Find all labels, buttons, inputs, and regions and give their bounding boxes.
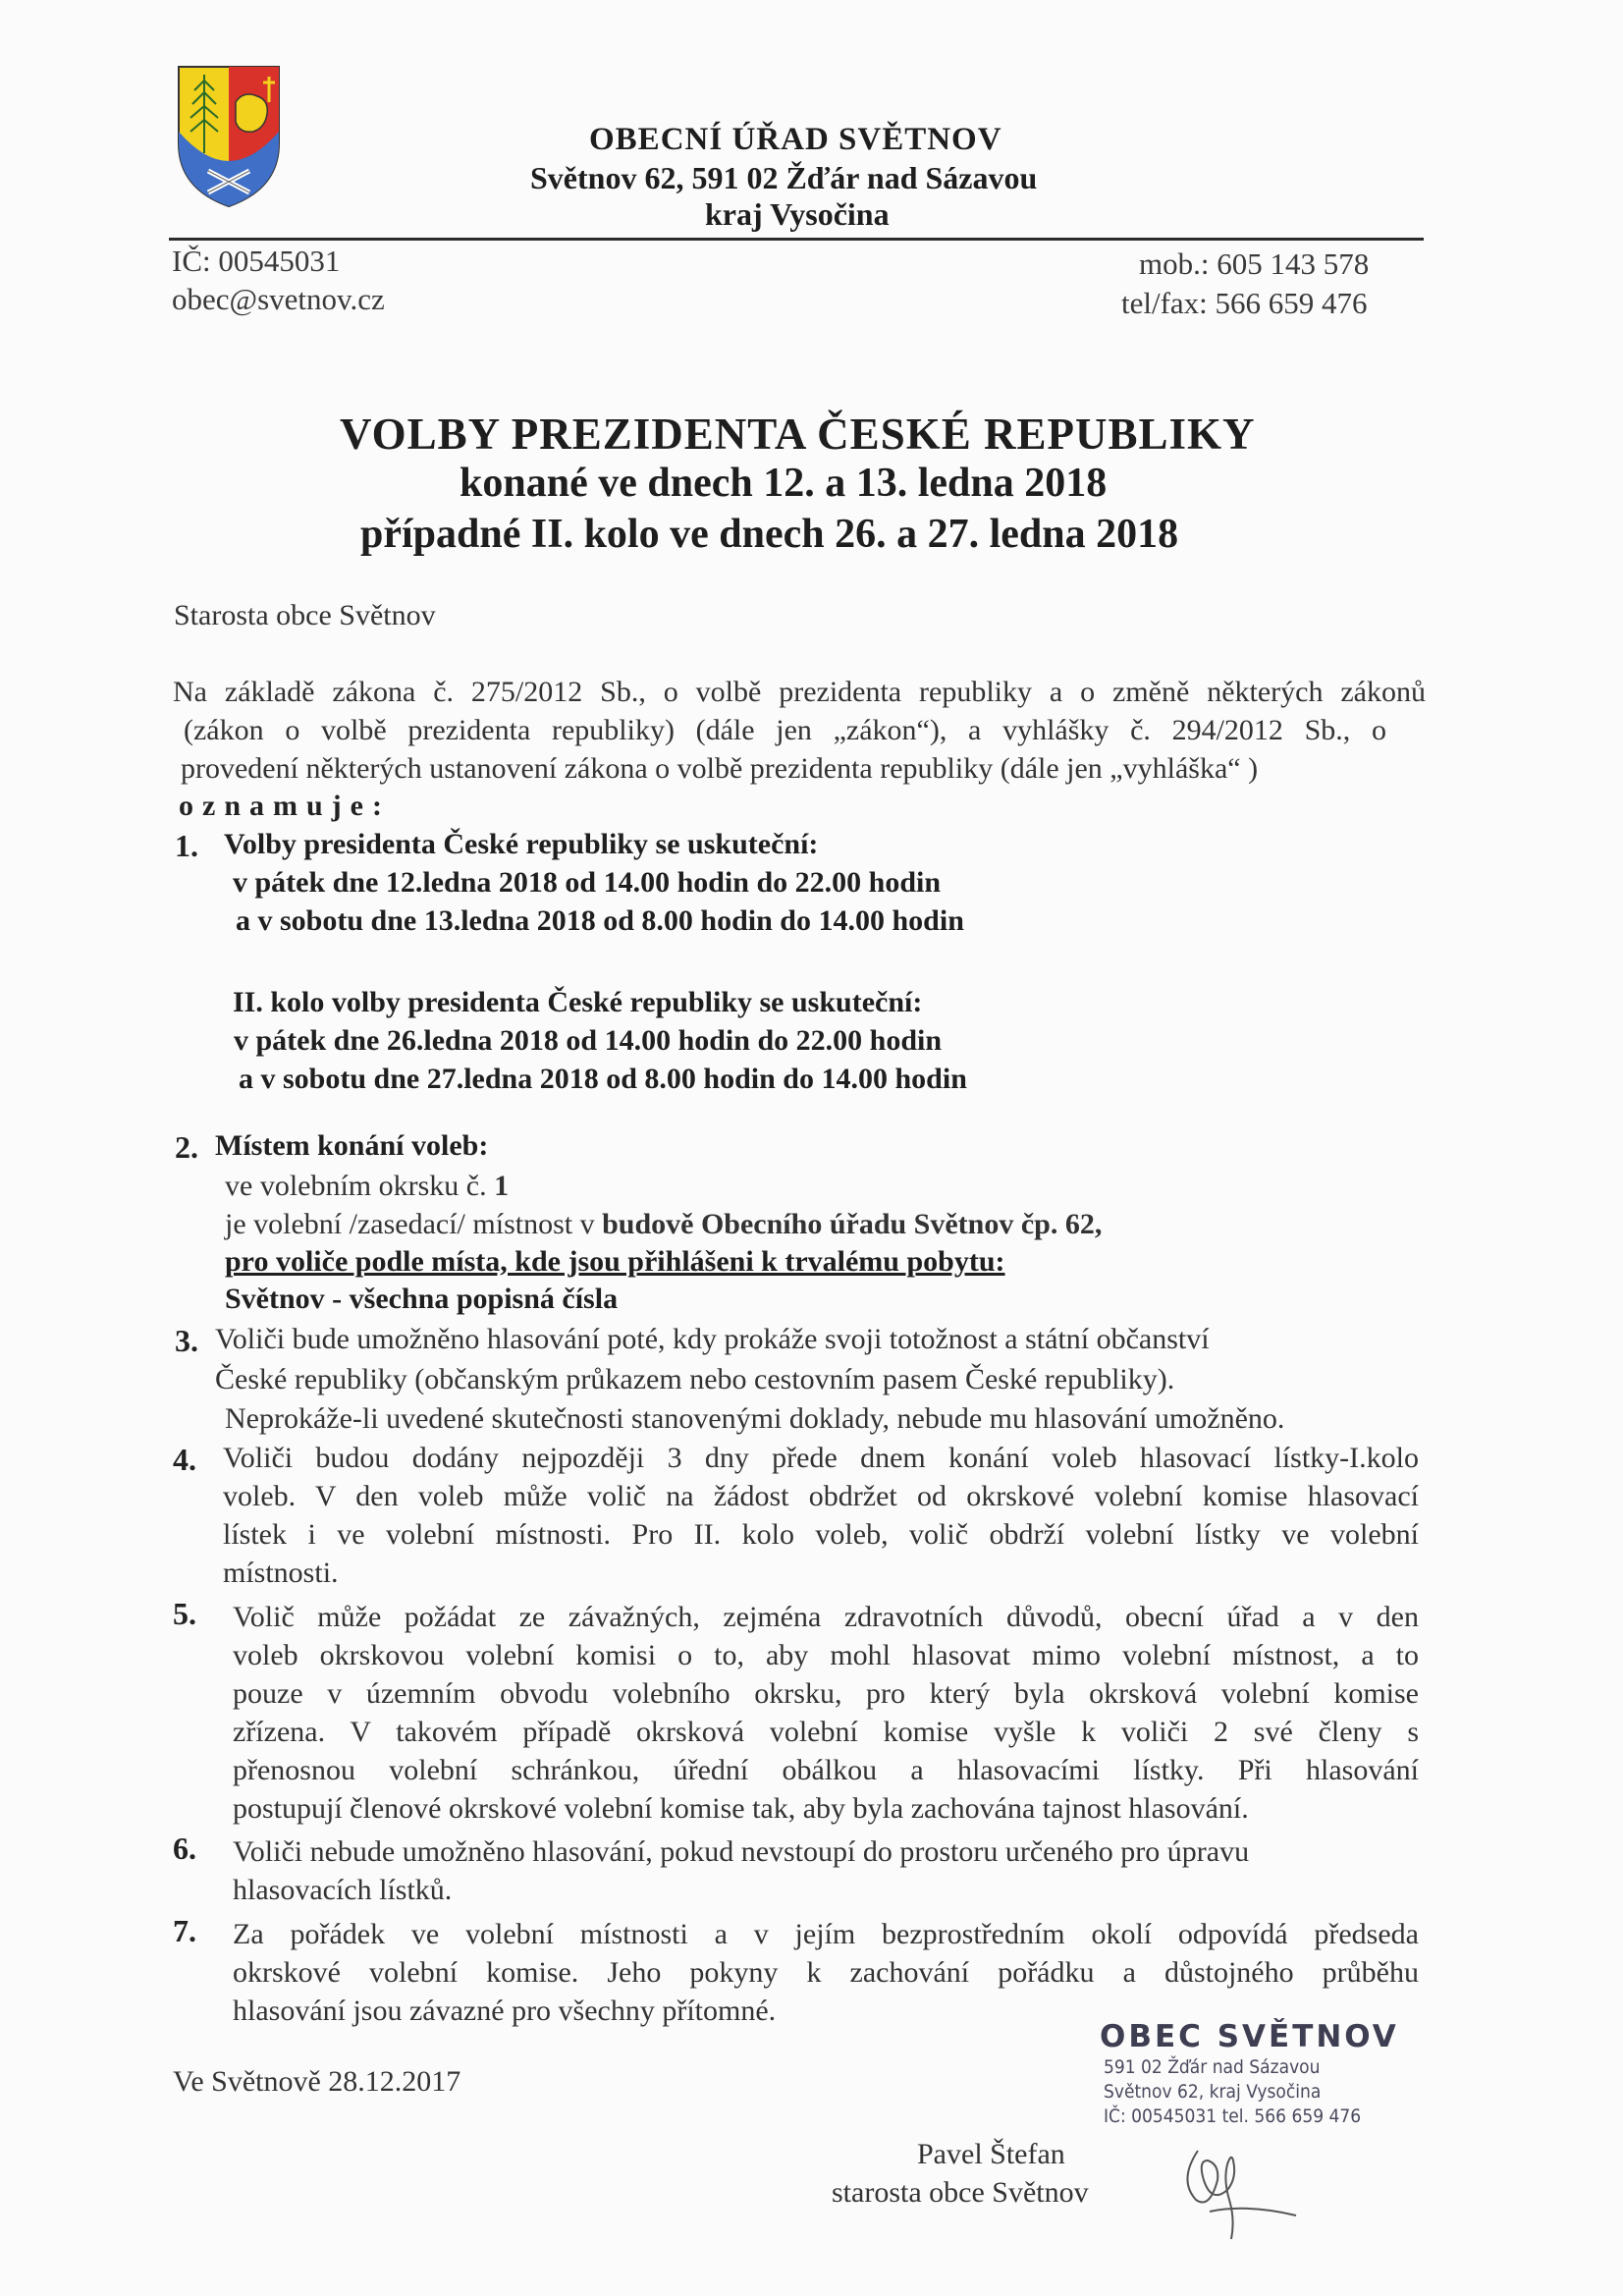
item-6-text: hlasovacích lístků. bbox=[233, 1874, 453, 1906]
item-4-text: voleb. V den voleb může volič na žádost obdržet od okrskové volební komise hlasovací bbox=[223, 1480, 1419, 1512]
polling-room-line bbox=[225, 1208, 1102, 1241]
stamp-contact: IČ: 00545031 tel. 566 659 476 bbox=[1104, 2105, 1362, 2127]
item-5-text: Volič může požádat ze závažných, zejména zdravotních důvodů, obecní úřad a v den bbox=[233, 1601, 1419, 1633]
document-title: VOLBY PREZIDENTA ČESKÉ REPUBLIKY bbox=[340, 410, 1256, 459]
coat-of-arms-icon bbox=[175, 63, 283, 210]
item-number: 7. bbox=[173, 1913, 196, 1948]
item-5-text: voleb okrskovou volební komisi o to, aby mohl hlasovat mimo volební místnost, a to bbox=[233, 1639, 1419, 1671]
item-3-text: České republiky (občanským průkazem nebo cestovním pasem České republiky). bbox=[215, 1363, 1175, 1395]
item-number: 1. bbox=[175, 828, 198, 863]
round-1-friday: v pátek dne 12.ledna 2018 od 14.00 hodin do 22.00 hodin bbox=[233, 866, 942, 899]
stamp-title: OBEC SVĚTNOV bbox=[1100, 2019, 1399, 2054]
item-7-text: hlasování jsou závazné pro všechny přítomné. bbox=[233, 1995, 777, 2027]
item-5-text: přenosnou volební schránkou, úřední obálkou a hlasovacími lístky. Při hlasování bbox=[233, 1754, 1419, 1786]
item-4-text: lístek i ve volební místnosti. Pro II. kolo voleb, volič obdrží volební lístky ve volební bbox=[223, 1518, 1419, 1551]
announces-label: oznamuje: bbox=[179, 790, 391, 822]
item-6-text: Voliči nebude umožněno hlasování, pokud nevstoupí do prostoru určeného pro úpravu bbox=[233, 1835, 1250, 1868]
signature-icon bbox=[1159, 2121, 1306, 2249]
item-number: 6. bbox=[173, 1831, 196, 1866]
intro-line: provedení některých ustanovení zákona o volbě prezidenta republiky (dále jen „vyhláška“ ) bbox=[181, 752, 1259, 785]
ic-number: IČ: 00545031 bbox=[172, 244, 341, 278]
item-5-text: pouze v územním obvodu volebního okrsku, pro který byla okrsková volební komise bbox=[233, 1677, 1419, 1710]
issuer: Starosta obce Světnov bbox=[174, 599, 436, 631]
intro-line: (zákon o volbě prezidenta republiky) (dále jen „zákon“), a vyhlášky č. 294/2012 Sb., o bbox=[184, 714, 1386, 746]
email: obec@svetnov.cz bbox=[172, 282, 385, 316]
document-subtitle-second-round: případné II. kolo ve dnech 26. a 27. ledna 2018 bbox=[360, 512, 1179, 557]
mobile-number: mob.: 605 143 578 bbox=[1139, 246, 1370, 281]
item-number: 5. bbox=[173, 1596, 196, 1631]
item-2-heading: Místem konání voleb: bbox=[215, 1129, 489, 1162]
item-5-text: postupují členové okrskové volební komise tak, aby byla zachována tajnost hlasování. bbox=[233, 1792, 1249, 1825]
item-3-text: Neprokáže-li uvedené skutečnosti stanovenými doklady, nebude mu hlasování umožněno. bbox=[225, 1402, 1285, 1435]
office-name: OBECNÍ ÚŘAD SVĚTNOV bbox=[589, 122, 1002, 157]
item-number: 4. bbox=[173, 1442, 196, 1477]
item-7-text: Za pořádek ve volební místnosti a v jejím bezprostředním okolí odpovídá předseda bbox=[233, 1918, 1419, 1950]
voters-residence-note: pro voliče podle místa, kde jsou přihlášeni k trvalému pobytu: bbox=[225, 1245, 1005, 1278]
date-place: Ve Světnově 28.12.2017 bbox=[173, 2065, 461, 2098]
letterhead-divider bbox=[169, 238, 1424, 241]
stamp-address: 591 02 Žďár nad Sázavou bbox=[1104, 2056, 1321, 2078]
stamp-region: Světnov 62, kraj Vysočina bbox=[1104, 2081, 1322, 2103]
round-2-friday: v pátek dne 26.ledna 2018 od 14.00 hodin do 22.00 hodin bbox=[234, 1024, 943, 1057]
tel-fax-number: tel/fax: 566 659 476 bbox=[1121, 286, 1368, 320]
item-number: 2. bbox=[175, 1129, 198, 1165]
round-2-heading: II. kolo volby presidenta České republiky se uskuteční: bbox=[233, 986, 923, 1018]
intro-line: Na základě zákona č. 275/2012 Sb., o volbě prezidenta republiky a o změně některých zákonů bbox=[173, 676, 1426, 708]
item-4-text: Voliči budou dodány nejpozději 3 dny přede dnem konání voleb hlasovací lístky-I.kolo bbox=[223, 1442, 1419, 1474]
polling-district-line bbox=[225, 1170, 509, 1203]
office-address: Světnov 62, 591 02 Žďár nad Sázavou bbox=[530, 160, 1038, 195]
polling-room-label: je volební /zasedací/ místnost v bbox=[225, 1208, 595, 1240]
office-region: kraj Vysočina bbox=[705, 196, 890, 232]
polling-room-building: budově Obecního úřadu Světnov čp. 62, bbox=[602, 1208, 1103, 1240]
item-7-text: okrskové volební komise. Jeho pokyny k zachování pořádku a důstojného průběhu bbox=[233, 1956, 1419, 1989]
house-numbers-scope: Světnov - všechna popisná čísla bbox=[225, 1283, 619, 1315]
item-1-heading: Volby presidenta České republiky se uskuteční: bbox=[224, 828, 819, 860]
item-number: 3. bbox=[175, 1323, 198, 1358]
polling-district-label: ve volebním okrsku č. bbox=[225, 1170, 487, 1202]
item-4-text: místnosti. bbox=[223, 1557, 339, 1589]
document-subtitle-first-round: konané ve dnech 12. a 13. ledna 2018 bbox=[460, 461, 1108, 506]
signatory-name: Pavel Štefan bbox=[917, 2138, 1065, 2170]
round-2-saturday: a v sobotu dne 27.ledna 2018 od 8.00 hodin do 14.00 hodin bbox=[239, 1063, 967, 1095]
polling-district-number: 1 bbox=[494, 1170, 510, 1202]
item-5-text: zřízena. V takovém případě okrsková volební komise vyšle k voliči 2 své členy s bbox=[233, 1716, 1419, 1748]
item-3-text: Voliči bude umožněno hlasování poté, kdy prokáže svoji totožnost a státní občanství bbox=[215, 1323, 1210, 1355]
round-1-saturday: a v sobotu dne 13.ledna 2018 od 8.00 hodin do 14.00 hodin bbox=[236, 904, 964, 937]
signatory-role: starosta obce Světnov bbox=[832, 2176, 1089, 2209]
